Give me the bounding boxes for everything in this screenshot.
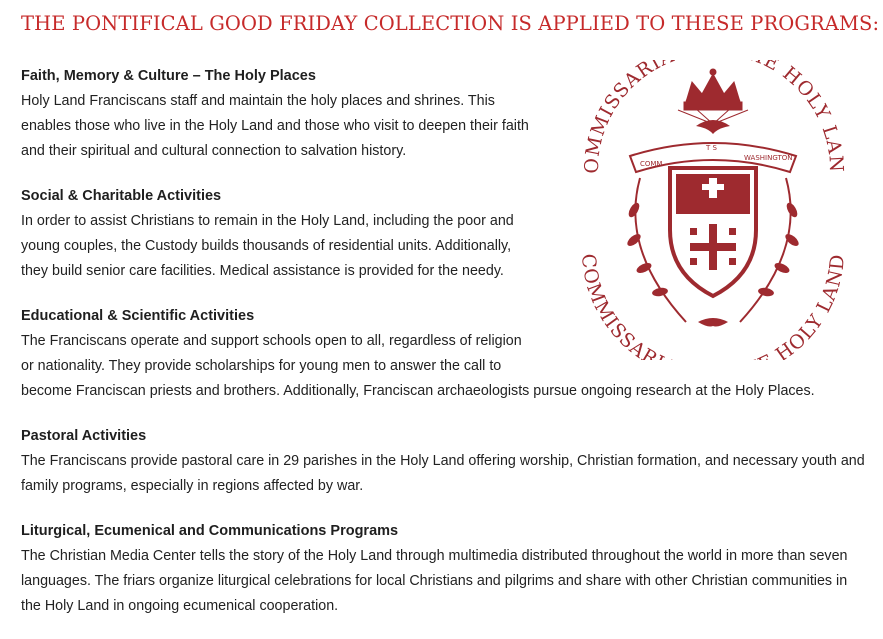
page-title: THE PONTIFICAL GOOD FRIDAY COLLECTION IS APPLIED TO THESE PROGRAMS:: [21, 12, 880, 35]
section-heading: Social & Charitable Activities: [21, 188, 222, 204]
program-section-liturgical: [21, 519, 866, 619]
seal-top-text: OMMISSARI E HOLY LAN: [580, 60, 848, 175]
banner-left-text: COMM: [640, 160, 663, 168]
program-section-holy-places: [21, 64, 541, 164]
programs-content: [21, 64, 866, 639]
section-body: The Franciscans provide pastoral care in 29 parishes in the Holy Land offering worship, Christian formation, and necessary youth and family programs, especially in regions affected by war.: [21, 453, 865, 494]
section-heading: Pastoral Activities: [21, 428, 147, 444]
banner-right-text: WASHINGTON: [744, 154, 793, 162]
program-section-social-charitable: [21, 184, 541, 284]
section-heading: Educational & Scientific Activities: [21, 308, 255, 324]
section-body-line: become Franciscan priests and brothers. Additionally, Franciscan archaeologists pursue ongoing research at the Holy Places.: [21, 383, 815, 399]
program-section-pastoral: [21, 424, 866, 499]
section-heading: Faith, Memory & Culture – The Holy Places: [21, 68, 316, 84]
program-section-educational-scientific: [21, 304, 866, 404]
seal-bottom-text: COMMISSAR HOLY LAND: [576, 252, 850, 360]
section-body-line: or nationality. They provide scholarships for young men to answer the call to: [21, 358, 502, 374]
section-body: The Christian Media Center tells the story of the Holy Land through multimedia distributed throughout the world in more than seven languages. The friars organize liturgical celebrations for local Christians and pilgrims and share with other Christian communities in the Holy Land in ongoing ecumenical cooperation.: [21, 548, 848, 614]
banner-mid-text: T S: [706, 144, 717, 152]
section-body: Holy Land Franciscans staff and maintain the holy places and shrines. This enables those who live in the Holy Land and those who visit to deepen their faith and their spiritual and cultural connection to salvation history.: [21, 93, 529, 159]
section-body-line: The Franciscans operate and support schools open to all, regardless of religion: [21, 333, 522, 349]
section-body: In order to assist Christians to remain in the Holy Land, including the poor and young couples, the Custody builds thousands of residential units. Additionally, they build senior care facilities. Medical assistance is provided for the needy.: [21, 213, 514, 279]
section-body: [21, 329, 866, 404]
section-heading: Liturgical, Ecumenical and Communications Programs: [21, 523, 399, 539]
